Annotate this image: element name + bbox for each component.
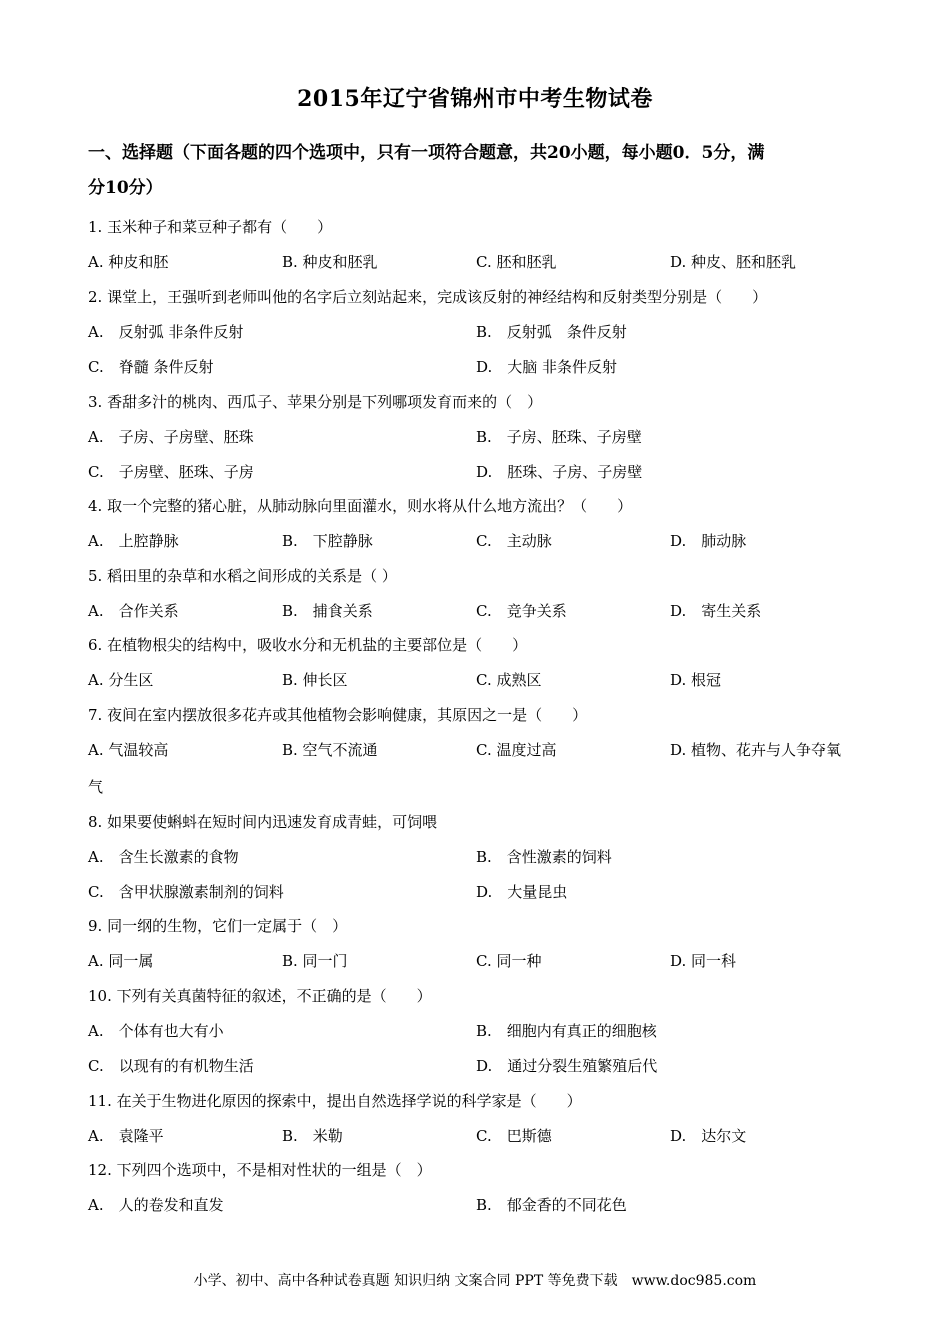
question-9-option-a: A. 同一属: [88, 952, 154, 970]
question-10-option-d: D. 通过分裂生殖繁殖后代: [476, 1057, 658, 1075]
question-8-option-c: C. 含甲状腺激素制剂的饲料: [88, 883, 284, 901]
question-8-stem: 8. 如果要使蝌蚪在短时间内迅速发育成青蛙，可饲喂: [88, 813, 438, 831]
question-12-option-a: A. 人的卷发和直发: [88, 1196, 224, 1214]
question-10-option-b: B. 细胞内有真正的细胞核: [476, 1022, 657, 1040]
question-11-option-c: C. 巴斯德: [476, 1127, 552, 1145]
question-2-option-a: A. 反射弧 非条件反射: [88, 323, 244, 341]
question-8-option-a: A. 含生长激素的食物: [88, 848, 239, 866]
question-2-option-d: D. 大脑 非条件反射: [476, 358, 618, 376]
question-5-option-d: D. 寄生关系: [670, 602, 762, 620]
question-8-option-d: D. 大量昆虫: [476, 883, 568, 901]
question-3-option-b: B. 子房、胚珠、子房壁: [476, 428, 642, 446]
question-11-option-a: A. 袁隆平: [88, 1127, 164, 1145]
question-7-option-b: B. 空气不流通: [282, 741, 378, 759]
question-1-option-d: D. 种皮、胚和胚乳: [670, 253, 797, 271]
question-1-option-b: B. 种皮和胚乳: [282, 253, 378, 271]
question-6-option-b: B. 伸长区: [282, 671, 348, 689]
question-11-stem: 11. 在关于生物进化原因的探索中，提出自然选择学说的科学家是（ ）: [88, 1092, 582, 1110]
question-6-stem: 6. 在植物根尖的结构中，吸收水分和无机盐的主要部位是（ ）: [88, 636, 528, 654]
question-7-option-d-continuation: 气: [88, 778, 104, 796]
question-10-stem: 10. 下列有关真菌特征的叙述，不正确的是（ ）: [88, 987, 432, 1005]
question-2-option-c: C. 脊髓 条件反射: [88, 358, 214, 376]
question-9-option-b: B. 同一门: [282, 952, 348, 970]
question-2-stem: 2. 课堂上，王强听到老师叫他的名字后立刻站起来，完成该反射的神经结构和反射类型分别是（ ）: [88, 288, 768, 306]
question-11-option-d: D. 达尔文: [670, 1127, 747, 1145]
question-7-stem: 7. 夜间在室内摆放很多花卉或其他植物会影响健康，其原因之一是（ ）: [88, 706, 588, 724]
section-heading-line2: 分10分）: [88, 178, 163, 198]
question-7-option-c: C. 温度过高: [476, 741, 557, 759]
question-6-option-c: C. 成熟区: [476, 671, 542, 689]
question-9-stem: 9. 同一纲的生物，它们一定属于（ ）: [88, 917, 348, 935]
question-3-stem: 3. 香甜多汁的桃肉、西瓜子、苹果分别是下列哪项发育而来的（ ）: [88, 393, 543, 411]
page-footer: 小学、初中、高中各种试卷真题 知识归纳 文案合同 PPT 等免费下载 www.doc985.com: [193, 1273, 757, 1289]
question-5-option-a: A. 合作关系: [88, 602, 179, 620]
exam-title: 2015年辽宁省锦州市中考生物试卷: [297, 86, 653, 112]
question-1-option-c: C. 胚和胚乳: [476, 253, 557, 271]
question-12-option-b: B. 郁金香的不同花色: [476, 1196, 627, 1214]
question-4-option-c: C. 主动脉: [476, 532, 552, 550]
question-9-option-c: C. 同一种: [476, 952, 542, 970]
question-12-stem: 12. 下列四个选项中，不是相对性状的一组是（ ）: [88, 1161, 432, 1179]
question-5-stem: 5. 稻田里的杂草和水稻之间形成的关系是（ ）: [88, 567, 397, 585]
question-3-option-c: C. 子房壁、胚珠、子房: [88, 463, 254, 481]
question-6-option-d: D. 根冠: [670, 671, 722, 689]
question-5-option-c: C. 竞争关系: [476, 602, 567, 620]
section-heading-line1: 一、选择题（下面各题的四个选项中，只有一项符合题意，共20小题，每小题0．5分，满: [88, 143, 765, 163]
question-10-option-a: A. 个体有也大有小: [88, 1022, 224, 1040]
question-8-option-b: B. 含性激素的饲料: [476, 848, 612, 866]
question-1-stem: 1. 玉米种子和菜豆种子都有（ ）: [88, 218, 333, 236]
question-7-option-d: D. 植物、花卉与人争夺氧: [670, 741, 842, 759]
question-7-option-a: A. 气温较高: [88, 741, 169, 759]
question-9-option-d: D. 同一科: [670, 952, 737, 970]
question-4-stem: 4. 取一个完整的猪心脏，从肺动脉向里面灌水，则水将从什么地方流出？（ ）: [88, 497, 633, 515]
question-5-option-b: B. 捕食关系: [282, 602, 373, 620]
question-6-option-a: A. 分生区: [88, 671, 154, 689]
question-2-option-b: B. 反射弧 条件反射: [476, 323, 627, 341]
question-4-option-a: A. 上腔静脉: [88, 532, 179, 550]
question-3-option-d: D. 胚珠、子房、子房壁: [476, 463, 643, 481]
question-1-option-a: A. 种皮和胚: [88, 253, 169, 271]
question-10-option-c: C. 以现有的有机物生活: [88, 1057, 254, 1075]
question-4-option-b: B. 下腔静脉: [282, 532, 373, 550]
question-3-option-a: A. 子房、子房壁、胚珠: [88, 428, 254, 446]
question-4-option-d: D. 肺动脉: [670, 532, 747, 550]
question-11-option-b: B. 米勒: [282, 1127, 343, 1145]
